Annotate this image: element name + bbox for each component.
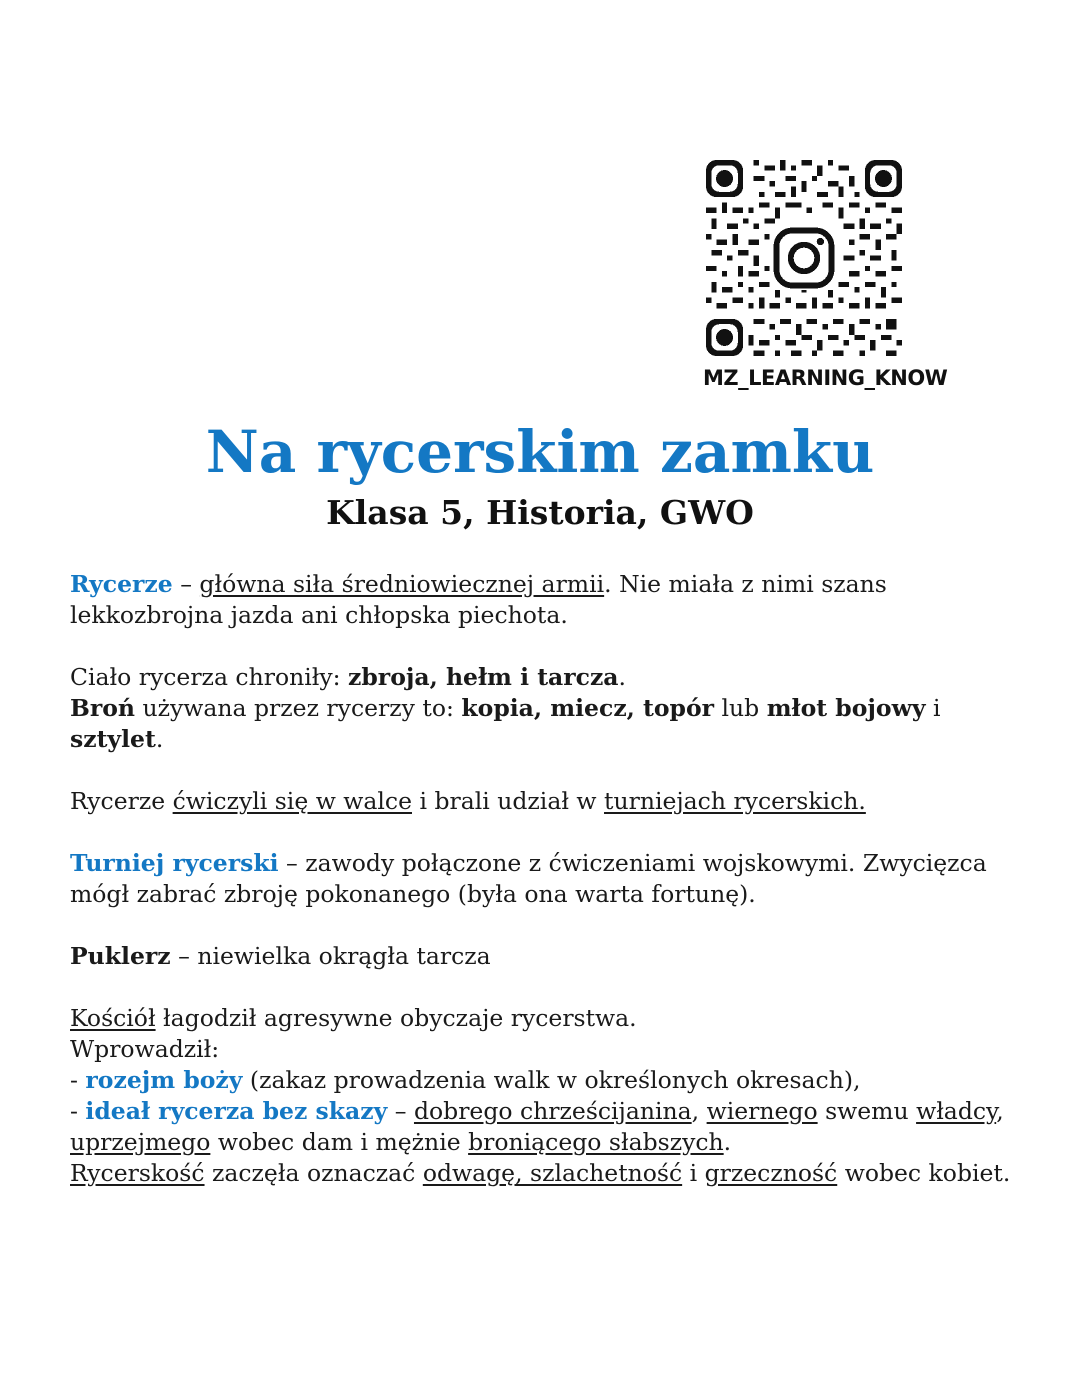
bold-phrase: młot bojowy (766, 694, 926, 722)
underlined-phrase: Rycerskość (70, 1159, 205, 1187)
underlined-phrase: ćwiczyli się w walce (172, 787, 412, 815)
text-span: używana przez rycerzy to: (135, 694, 462, 722)
text-span: . (155, 725, 164, 753)
text-span: łagodził agresywne obyczaje rycerstwa. (155, 1004, 637, 1032)
text-span: . (723, 1128, 732, 1156)
text-span: - (70, 1066, 86, 1094)
paragraph-kosciol (70, 1003, 1020, 1189)
text-span: , (691, 1097, 707, 1125)
underlined-phrase: władcy (916, 1097, 997, 1125)
bold-phrase: Broń (70, 694, 136, 722)
text-span: zaczęła oznaczać (204, 1159, 423, 1187)
text-span: – niewielka okrągła tarcza (170, 942, 491, 970)
text-span: , (996, 1097, 1004, 1125)
term-puklerz: Puklerz (70, 942, 171, 970)
bold-phrase: sztylet (70, 725, 156, 753)
page-title: Na rycerskim zamku (205, 418, 875, 486)
underlined-phrase: broniącego słabszych (468, 1128, 724, 1156)
text-span: swemu (817, 1097, 917, 1125)
underlined-phrase: turniejach rycerskich. (604, 787, 866, 815)
text-span: – zawody połączone z ćwiczeniami wojskowymi. Zwycięzca mógł zabrać zbroję pokonanego (była ona warta fortunę). (70, 849, 987, 908)
text-span: i brali udział w (412, 787, 605, 815)
term-ideal: ideał rycerza bez skazy (85, 1097, 388, 1125)
text-span: i (682, 1159, 705, 1187)
page-subtitle: Klasa 5, Historia, GWO (326, 493, 754, 532)
instagram-logo-icon (772, 226, 836, 290)
text-span: Wprowadził: (70, 1035, 220, 1063)
text-span: Rycerze (70, 787, 173, 815)
text-span: wobec dam i mężnie (210, 1128, 469, 1156)
paragraph-equipment (70, 662, 1020, 755)
underlined-phrase: uprzejmego (70, 1128, 211, 1156)
text-span: (zakaz prowadzenia walk w określonych okresach), (242, 1066, 861, 1094)
paragraph-turniej (70, 848, 1020, 910)
text-span: – (387, 1097, 414, 1125)
text-span: wobec kobiet. (837, 1159, 1011, 1187)
bold-phrase: kopia, miecz, topór (461, 694, 715, 722)
text-span: – (172, 570, 200, 598)
underlined-phrase: dobrego chrześcijanina (413, 1097, 692, 1125)
underlined-phrase: główna siła średniowiecznej armii (199, 570, 605, 598)
text-span: . Nie miała z nimi szans lekkozbrojna jazda ani chłopska piechota. (70, 570, 887, 629)
text-span: - (70, 1097, 86, 1125)
qr-code-block (703, 160, 948, 390)
paragraph-puklerz (70, 941, 1020, 972)
text-span: . (618, 663, 627, 691)
text-span: i (925, 694, 941, 722)
underlined-phrase: wiernego (706, 1097, 818, 1125)
instagram-handle: MZ_LEARNING_KNOW (703, 366, 948, 390)
underlined-phrase: odwagę, szlachetność (422, 1159, 683, 1187)
paragraph-training (70, 786, 1020, 817)
underlined-phrase: Kościół (70, 1004, 156, 1032)
text-span: Ciało rycerza chroniły: (70, 663, 349, 691)
bold-phrase: zbroja, hełm i tarcza (348, 663, 619, 691)
paragraph-rycerze (70, 569, 1020, 631)
underlined-phrase: grzeczność (704, 1159, 838, 1187)
text-span: lub (714, 694, 767, 722)
instagram-qr-code[interactable] (706, 160, 902, 356)
term-rozejm: rozejm boży (85, 1066, 243, 1094)
term-rycerze: Rycerze (70, 570, 173, 598)
notes-content (70, 569, 1020, 1220)
term-turniej: Turniej rycerski (70, 849, 279, 877)
